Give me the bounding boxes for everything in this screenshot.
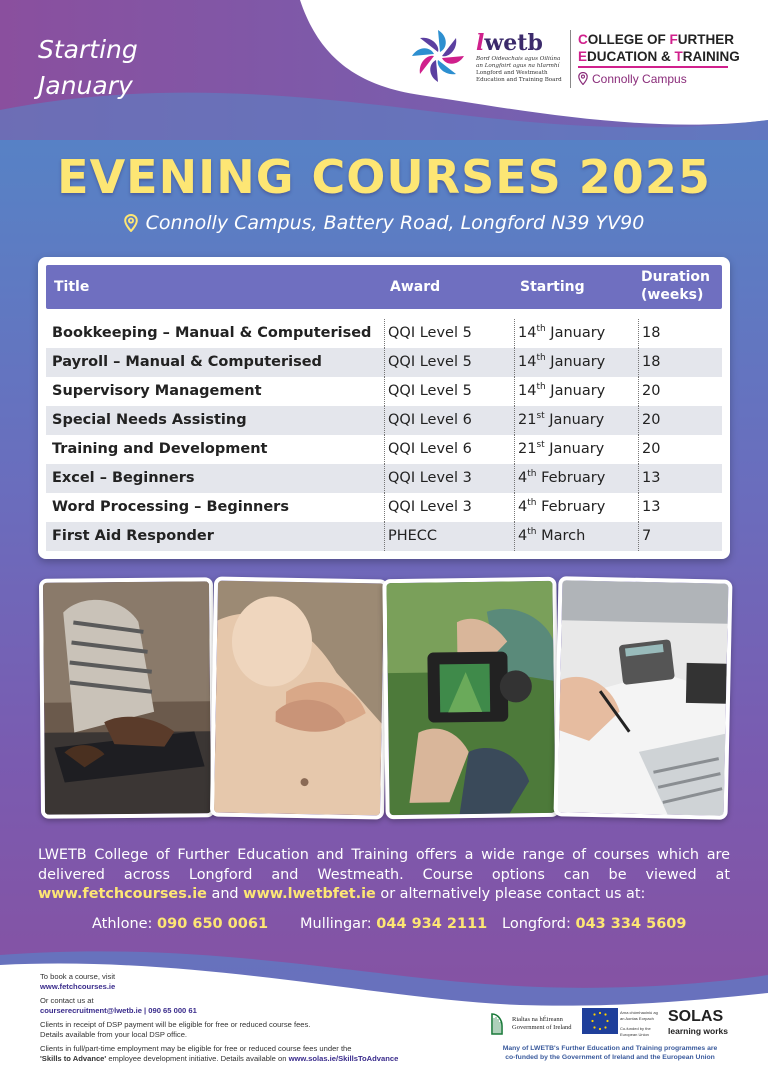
course-award: QQI Level 5	[388, 354, 472, 370]
solas-logo: SOLAS	[668, 1008, 724, 1025]
course-title: Special Needs Assisting	[52, 412, 247, 428]
camera-photo	[382, 577, 559, 819]
college-name: COLLEGE OF FURTHER EDUCATION & TRAINING	[578, 32, 740, 64]
column-separator	[514, 435, 515, 464]
table-row	[46, 348, 722, 377]
cofunding-statement: Many of LWETB's Further Education and Training programmes are co-funded by the Government of Ireland and the European Union	[502, 1045, 718, 1061]
table-row	[46, 435, 722, 464]
column-separator	[638, 493, 639, 522]
lwetb-logo	[410, 28, 750, 98]
contact-athlone: Athlone: 090 650 0061	[92, 916, 269, 932]
funder-logos	[490, 1008, 730, 1042]
column-separator	[384, 435, 385, 464]
course-duration: 7	[642, 528, 652, 544]
course-start: 4th February	[518, 469, 606, 486]
table-row	[46, 377, 722, 406]
course-award: QQI Level 6	[388, 412, 472, 428]
table-header	[46, 265, 722, 309]
table-row	[46, 406, 722, 435]
column-separator	[638, 377, 639, 406]
column-separator	[514, 377, 515, 406]
column-separator	[384, 406, 385, 435]
course-duration: 18	[642, 354, 661, 370]
course-title: Word Processing – Beginners	[52, 499, 289, 515]
column-separator	[384, 319, 385, 348]
footer-info: To book a course, visit www.fetchcourses.ie Or contact us at courserecruitment@lwetb.ie | 090 65 000 61 Clients in receipt of DSP payment will be eligible for free or reduced course fees. Details available from your local DSP office. Clients in full/part-time employment may be eligible for free or reduced course fees under the 'Skills to Advance' employee development initiative. Details available on www.solas.ie/SkillsToAdvance	[40, 972, 399, 1063]
location-pin-icon	[124, 214, 138, 232]
course-title: First Aid Responder	[52, 528, 214, 544]
cpr-manikin-photo	[210, 576, 388, 819]
page-title: EVENING COURSES 2025	[57, 150, 711, 204]
courses-table	[38, 257, 730, 559]
course-award: QQI Level 6	[388, 441, 472, 457]
solas-tagline: learning works	[668, 1026, 728, 1036]
header-duration: Duration (weeks)	[641, 269, 711, 303]
column-separator	[638, 522, 639, 551]
course-title: Payroll – Manual & Computerised	[52, 354, 322, 370]
column-separator	[514, 406, 515, 435]
contact-longford: Longford: 043 334 5609	[502, 916, 687, 932]
header-award: Award	[390, 279, 441, 295]
column-separator	[384, 464, 385, 493]
lwetbfet-link[interactable]: www.lwetbfet.ie	[243, 886, 376, 902]
column-separator	[514, 464, 515, 493]
footer-contact-link[interactable]: courserecruitment@lwetb.ie | 090 65 000 61	[40, 1006, 197, 1015]
header-starting: Starting	[520, 279, 585, 295]
course-start: 4th February	[518, 498, 606, 515]
course-award: QQI Level 3	[388, 499, 472, 515]
photo-strip	[40, 578, 730, 818]
fetchcourses-link[interactable]: www.fetchcourses.ie	[38, 886, 207, 902]
course-start: 21st January	[518, 411, 605, 428]
column-separator	[638, 319, 639, 348]
contact-mullingar: Mullingar: 044 934 2111	[300, 916, 488, 932]
lwetb-swirl-icon	[410, 28, 466, 84]
eu-flag-icon	[582, 1008, 618, 1034]
course-award: PHECC	[388, 528, 438, 544]
course-duration: 13	[642, 499, 661, 515]
course-title: Bookkeeping – Manual & Computerised	[52, 325, 372, 341]
table-row	[46, 464, 722, 493]
column-separator	[384, 522, 385, 551]
course-award: QQI Level 5	[388, 383, 472, 399]
logo-divider	[570, 30, 571, 88]
college-underline	[578, 66, 728, 68]
footer-book-link[interactable]: www.fetchcourses.ie	[40, 982, 116, 991]
course-duration: 18	[642, 325, 661, 341]
header-title: Title	[54, 279, 90, 295]
column-separator	[384, 493, 385, 522]
column-separator	[638, 348, 639, 377]
table-row	[46, 522, 722, 551]
course-award: QQI Level 3	[388, 470, 472, 486]
column-separator	[638, 435, 639, 464]
course-start: 14th January	[518, 324, 606, 341]
eu-cofunded-logo: Arna chómhaoiniú ag an Aontas Eorpach Co-funded by the European Union	[620, 1010, 658, 1037]
column-separator	[384, 377, 385, 406]
course-title: Supervisory Management	[52, 383, 262, 399]
course-duration: 20	[642, 412, 661, 428]
course-start: 14th January	[518, 382, 606, 399]
lwetb-subtitle: Bord Oideachais agus Oiliúna an Longfoirt agus na hIarmhí Longford and Westmeath Education and Training Board	[476, 56, 562, 83]
course-award: QQI Level 5	[388, 325, 472, 341]
location-pin-icon	[578, 72, 588, 85]
course-duration: 20	[642, 383, 661, 399]
harp-icon	[490, 1012, 504, 1036]
table-row	[46, 319, 722, 348]
campus-tag: Connolly Campus	[578, 72, 687, 86]
gov-ireland-logo: Rialtas na hÉireann Government of Ireland	[512, 1016, 572, 1031]
campus-address: Connolly Campus, Battery Road, Longford N39 YV90	[0, 212, 768, 234]
keyboard-photo	[39, 577, 215, 819]
column-separator	[638, 406, 639, 435]
course-start: 14th January	[518, 353, 606, 370]
column-separator	[514, 522, 515, 551]
skills-to-advance-link[interactable]: www.solas.ie/SkillsToAdvance	[288, 1054, 399, 1063]
info-paragraph: LWETB College of Further Education and Training offers a wide range of courses which are delivered across Longford and Westmeath. Course options can be viewed at www.fetchcourses.ie and www.lwetbfet.ie or alternatively please contact us at:	[38, 847, 730, 902]
course-start: 4th March	[518, 527, 586, 544]
column-separator	[514, 493, 515, 522]
lwetb-wordmark: lwetb	[476, 30, 543, 56]
calculator-photo	[554, 576, 733, 820]
course-duration: 20	[642, 441, 661, 457]
course-duration: 13	[642, 470, 661, 486]
course-title: Training and Development	[52, 441, 268, 457]
course-title: Excel – Beginners	[52, 470, 195, 486]
table-row	[46, 493, 722, 522]
column-separator	[638, 464, 639, 493]
starting-january-text: Starting January	[38, 35, 138, 100]
course-start: 21st January	[518, 440, 605, 457]
column-separator	[384, 348, 385, 377]
column-separator	[514, 348, 515, 377]
column-separator	[514, 319, 515, 348]
